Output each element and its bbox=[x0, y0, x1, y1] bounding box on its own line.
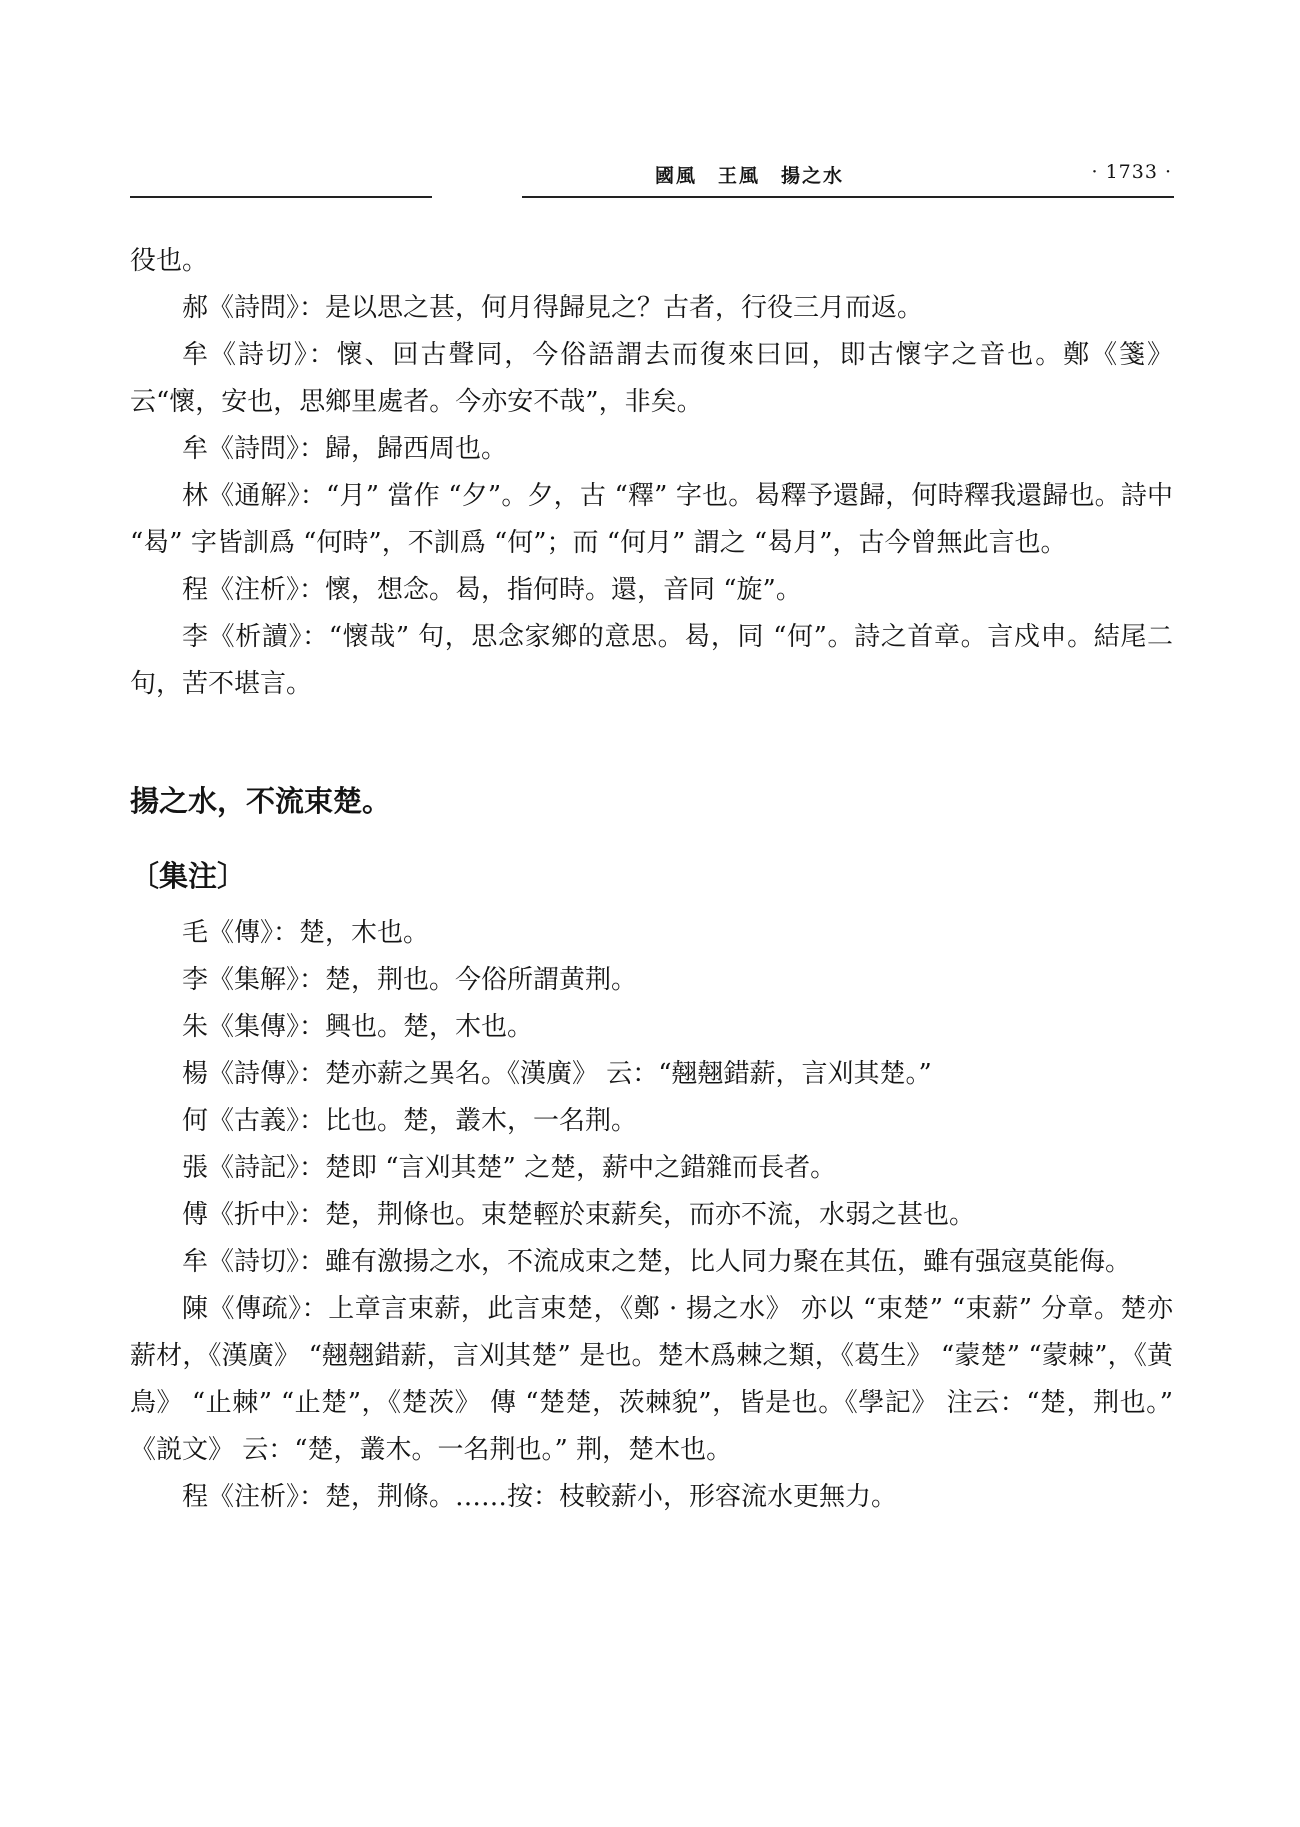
annotation-paragraph: 楊《詩傳》：楚亦薪之異名。《漢廣》 云：“翹翹錯薪，言刈其楚。” bbox=[182, 1059, 932, 1089]
paragraph: 役也。 bbox=[130, 246, 209, 276]
paragraph: 牟《詩切》：懷、回古聲同，今俗語謂去而復來曰回，即古懷字之音也。鄭《箋》云“懷，安也，思鄉里處者。今亦安不哉”，非矣。 bbox=[130, 340, 1173, 417]
running-header bbox=[130, 161, 1172, 191]
annotation-paragraph: 毛《傳》：楚，木也。 bbox=[182, 918, 430, 948]
verse-line: 揚之水，不流束楚。 bbox=[130, 784, 392, 818]
annotation-paragraph: 朱《集傳》：興也。楚，木也。 bbox=[182, 1012, 534, 1042]
annotation-paragraph: 程《注析》：楚，荆條。……按：枝較薪小，形容流水更無力。 bbox=[182, 1482, 898, 1512]
header-title: 國風 王風 揚之水 bbox=[655, 165, 845, 187]
annotation-paragraph: 陳《傳疏》：上章言束薪，此言束楚，《鄭 · 揚之水》 亦以 “束楚” “束薪” 分章。楚亦薪材，《漢廣》 “翹翹錯薪，言刈其楚” 是也。楚木爲棘之類，《葛生》 “蒙楚” “蒙棘”，《黄鳥》 “止棘” “止楚”，《楚茨》 傳 “楚楚，茨棘貌”，皆是也。《學記》 注云：“楚，荆也。” 《説文》 云：“楚，叢木。一名荆也。” 荆，楚木也。 bbox=[130, 1294, 1173, 1465]
page-number: · 1733 · bbox=[1091, 161, 1172, 183]
annotation-paragraph: 何《古義》：比也。楚，叢木，一名荆。 bbox=[182, 1106, 638, 1136]
paragraph: 李《析讀》：“懷哉” 句，思念家鄉的意思。曷，同 “何”。詩之首章。言戍申。結尾二句，苦不堪言。 bbox=[130, 622, 1173, 699]
paragraph: 牟《詩問》：歸，歸西周也。 bbox=[182, 434, 508, 464]
paragraph: 程《注析》：懷，想念。曷，指何時。還，音同 “旋”。 bbox=[182, 575, 802, 605]
body-text bbox=[130, 238, 1173, 1521]
section-heading: 〔集注〕 bbox=[130, 859, 247, 893]
header-rule-right bbox=[522, 196, 1174, 198]
header-rule-left bbox=[130, 196, 432, 198]
annotation-paragraph: 李《集解》：楚，荆也。今俗所謂黄荆。 bbox=[182, 965, 638, 995]
annotation-paragraph: 傅《折中》：楚，荆條也。束楚輕於束薪矣，而亦不流，水弱之甚也。 bbox=[182, 1200, 976, 1230]
paragraph: 郝《詩問》：是以思之甚，何月得歸見之？古者，行役三月而返。 bbox=[182, 293, 924, 323]
annotation-paragraph: 張《詩記》：楚即 “言刈其楚” 之楚，薪中之錯雜而長者。 bbox=[182, 1153, 837, 1183]
paragraph: 林《通解》：“月” 當作 “夕”。夕，古 “釋” 字也。曷釋予還歸，何時釋我還歸也。詩中 “曷” 字皆訓爲 “何時”，不訓爲 “何”；而 “何月” 謂之 “曷月”，古今曾無此言也。 bbox=[130, 481, 1173, 558]
annotation-paragraph: 牟《詩切》：雖有激揚之水，不流成束之楚，比人同力聚在其伍，雖有强寇莫能侮。 bbox=[182, 1247, 1132, 1277]
